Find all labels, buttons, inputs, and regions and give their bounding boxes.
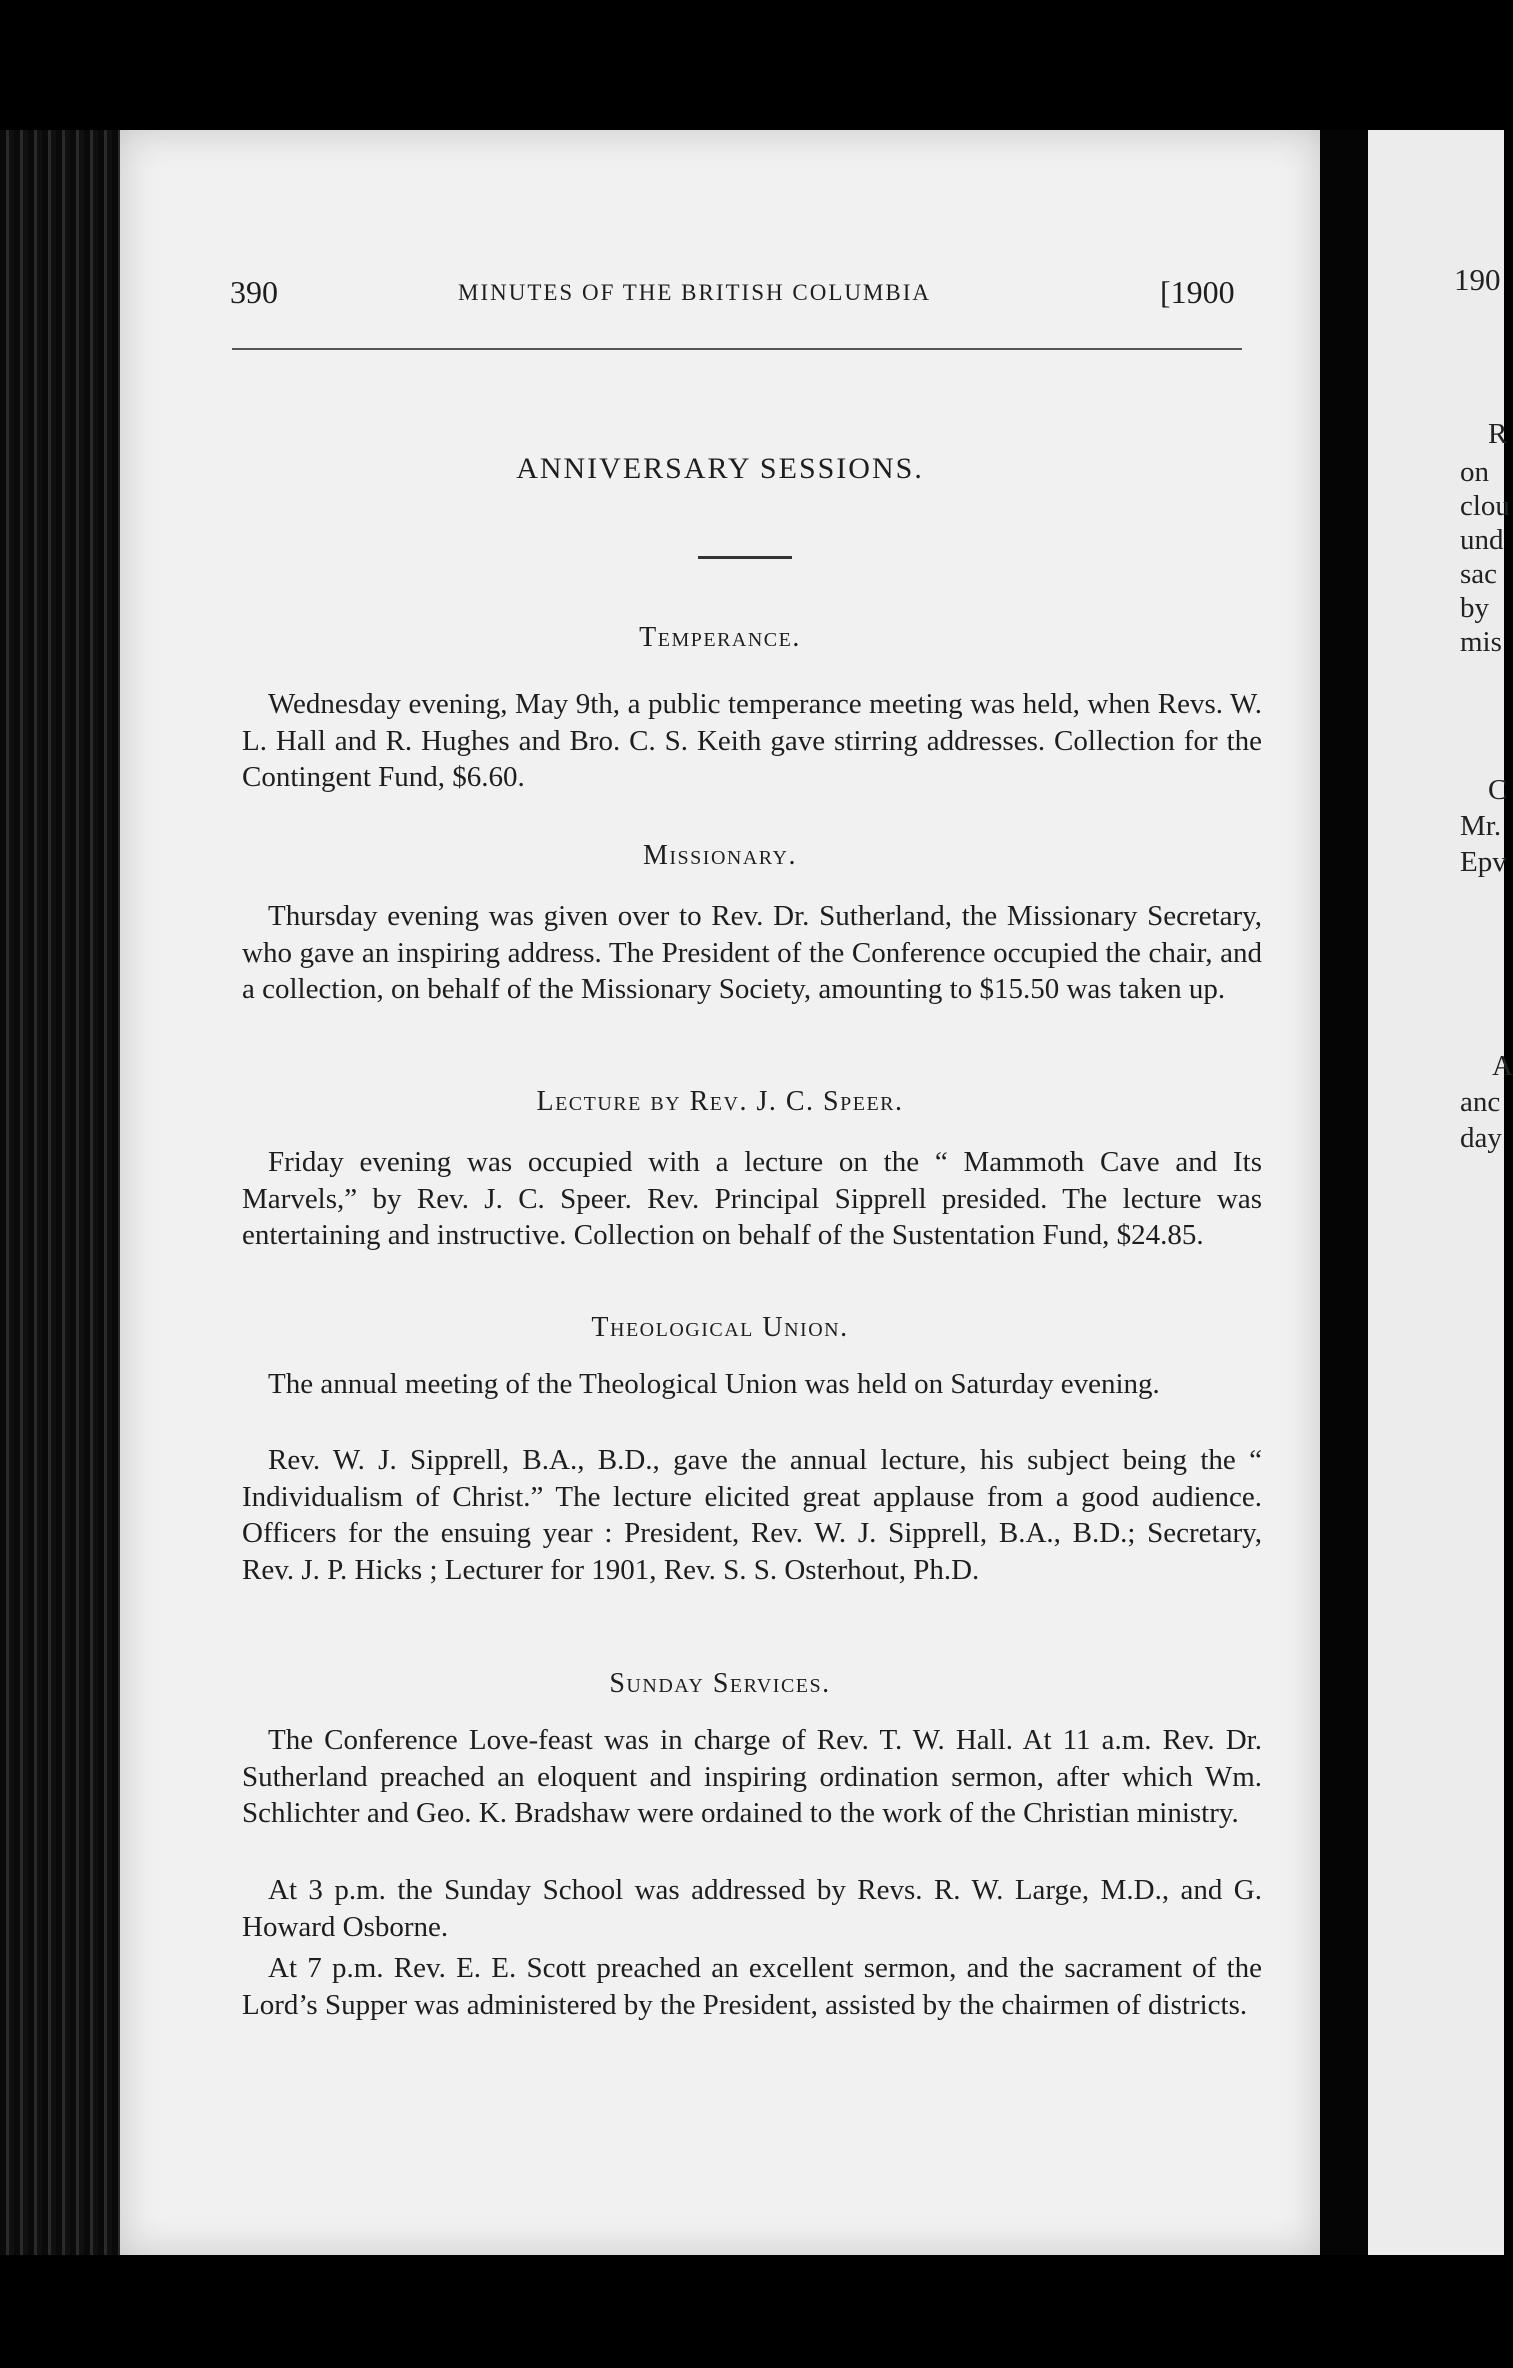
adjacent-fragment: anc [1460,1086,1501,1118]
section-heading-lecture: Lecture by Rev. J. C. Speer. [536,1086,904,1117]
title-rule [698,556,792,559]
adjacent-fragment: clou [1460,490,1510,522]
adjacent-fragment: day [1460,1122,1502,1154]
adjacent-fragment: Epv [1460,846,1507,878]
adjacent-page [1368,130,1513,2255]
paragraph: At 7 p.m. Rev. E. E. Scott preached an excellent sermon, and the sacrament of the Lord’s Supper was administered by the President, assisted by the chairmen of districts. [242,1952,1262,2021]
adjacent-fragment: by [1460,592,1489,624]
paragraph: The Conference Love-feast was in charge of Rev. T. W. Hall. At 11 a.m. Rev. Dr. Sutherland preached an eloquent and inspiring ordination sermon, after which Wm. Schlichter and Geo. K. Bradshaw were ordained to the work of the Christian ministry. [242,1724,1262,1829]
book-edge [0,130,120,2255]
running-title: MINUTES OF THE BRITISH COLUMBIA [458,280,932,305]
paragraph: Wednesday evening, May 9th, a public temperance meeting was held, when Revs. W. L. Hall and R. Hughes and Bro. C. S. Keith gave stirring addresses. Collection for the Contingent Fund, $6.60. [242,688,1262,793]
adjacent-fragment: und [1460,524,1504,556]
section-heading-missionary: Missionary. [643,840,797,871]
section-heading-temperance: Temperance. [639,622,801,653]
adjacent-fragment: Mr. [1460,810,1502,842]
paragraph: The annual meeting of the Theological Union was held on Saturday evening. [268,1368,1160,1400]
running-header [230,274,1360,324]
page-title: ANNIVERSARY SESSIONS. [516,452,924,485]
paragraph: Thursday evening was given over to Rev. Dr. Sutherland, the Missionary Secretary, who gave an inspiring address. The President of the Conference occupied the chair, and a collection, on behalf of the Missionary Society, amounting to $15.50 was taken up. [242,900,1262,1005]
header-rule [232,348,1242,350]
paragraph: Friday evening was occupied with a lecture on the “ Mammoth Cave and Its Marvels,” by Rev. J. C. Speer. Rev. Principal Sipprell presided. The lecture was entertaining and instructive. Collection on behalf of the Sustentation Fund, $24.85. [242,1146,1262,1251]
adjacent-fragment: on [1460,456,1489,488]
adjacent-fragment: C [1488,774,1508,806]
adjacent-fragment: mis [1460,626,1502,658]
adjacent-page-number: 190 [1454,262,1501,297]
section-heading-theological-union: Theological Union. [591,1312,849,1343]
adjacent-fragment: R [1488,418,1508,450]
paragraph: At 3 p.m. the Sunday School was addressed by Revs. R. W. Large, M.D., and G. Howard Osborne. [242,1874,1262,1943]
adjacent-fragment: sac [1460,558,1498,590]
section-heading-sunday-services: Sunday Services. [609,1668,831,1699]
header-year: [1900 [1160,274,1235,310]
binding-gutter [1320,130,1368,2255]
page-number: 390 [230,274,278,310]
adjacent-fragment: A [1492,1050,1513,1082]
paragraph: Rev. W. J. Sipprell, B.A., B.D., gave the annual lecture, his subject being the “ Individualism of Christ.” The lecture elicited great applause from a good audience. Officers for the ensuing year : President, Rev. W. J. Sipprell, B.A., B.D.; Secretary, Rev. J. P. Hicks ; Lecturer for 1901, Rev. S. S. Osterhout, Ph.D. [242,1444,1262,1586]
